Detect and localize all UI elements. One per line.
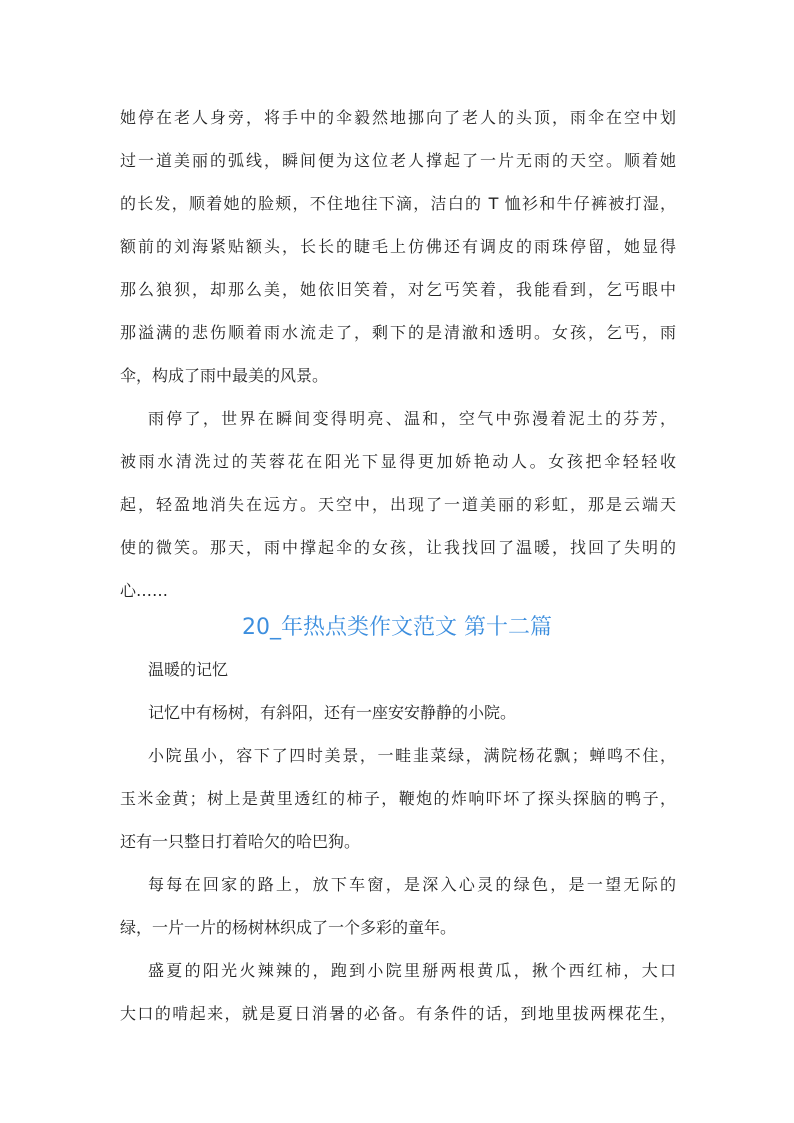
paragraph-e-line-2: 绿，一片一片的杨树林织成了一个多彩的童年。 [120,918,457,937]
paragraph-a-line-5: 那么狼狈，却那么美，她依旧笑着，对乞丐笑着，我能看到，乞丐眼中 [120,280,676,299]
paragraph-a-line-2: 过一道美丽的弧线，瞬间便为这位老人撑起了一片无雨的天空。顺着她 [120,151,676,170]
paragraph-b-line-3: 起，轻盈地消失在远方。天空中，出现了一道美丽的彩虹，那是云端天 [120,495,676,514]
paragraph-b-line-5: 心…… [120,581,169,600]
paragraph-b-line-4: 使的微笑。那天，雨中撑起伞的女孩，让我找回了温暖，找回了失明的 [120,538,676,557]
paragraph-e-line-1: 每每在回家的路上，放下车窗，是深入心灵的绿色，是一望无际的 [148,875,676,894]
paragraph-d-line-2: 玉米金黄；树上是黄里透红的柿子，鞭炮的炸响吓坏了探头探脑的鸭子， [120,789,676,808]
paragraph-c-line-1: 记忆中有杨树，有斜阳，还有一座安安静静的小院。 [148,703,517,722]
section-heading: 20_年热点类作文范文 第十二篇 [242,615,552,640]
paragraph-f-line-1: 盛夏的阳光火辣辣的，跑到小院里掰两根黄瓜，揪个西红柿，大口 [148,961,676,980]
section-subtitle: 温暖的记忆 [148,660,229,679]
paragraph-a-line-7: 伞，构成了雨中最美的风景。 [120,366,329,385]
paragraph-a-line-4: 额前的刘海紧贴额头，长长的睫毛上仿佛还有调皮的雨珠停留，她显得 [120,237,676,256]
paragraph-d-line-3: 还有一只整日打着哈欠的哈巴狗。 [120,832,361,851]
paragraph-a-line-1: 她停在老人身旁，将手中的伞毅然地挪向了老人的头顶，雨伞在空中划 [120,108,676,127]
paragraph-b-line-1: 雨停了，世界在瞬间变得明亮、温和，空气中弥漫着泥土的芬芳， [148,409,676,428]
paragraph-f-line-2: 大口的啃起来，就是夏日消暑的必备。有条件的话，到地里拔两棵花生， [120,1004,676,1023]
paragraph-b-line-2: 被雨水清洗过的芙蓉花在阳光下显得更加娇艳动人。女孩把伞轻轻收 [120,452,676,471]
paragraph-a-line-3: 的长发，顺着她的脸颊，不住地往下滴，洁白的 T 恤衫和牛仔裤被打湿， [120,194,676,213]
paragraph-d-line-1: 小院虽小，容下了四时美景，一畦韭菜绿，满院杨花飘；蝉鸣不住， [148,746,676,765]
paragraph-a-line-6: 那溢满的悲伤顺着雨水流走了，剩下的是清澈和透明。女孩，乞丐，雨 [120,323,676,342]
